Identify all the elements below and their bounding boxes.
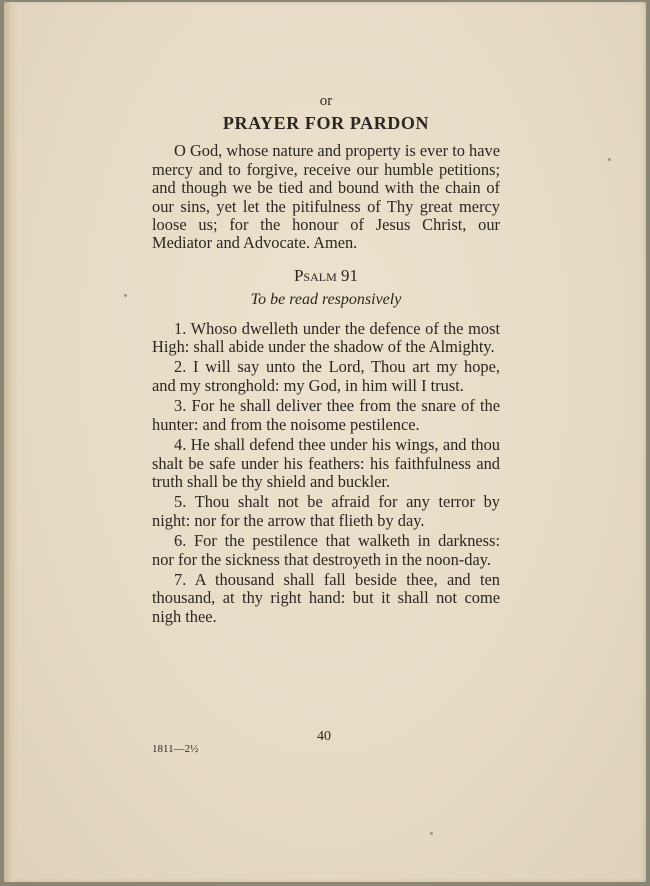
psalm-verse-5: 5. Thou shalt not be afraid for any terror by night: nor for the arrow that flieth by day. — [152, 492, 500, 530]
psalm-verse-6: 6. For the pestilence that walketh in darkness: nor for the sickness that destroyeth in the noon-day. — [152, 531, 500, 569]
page-binding-edge — [4, 2, 18, 882]
page-number: 40 — [317, 729, 331, 744]
book-page — [4, 2, 646, 882]
psalm-verse-7: 7. A thousand shall fall beside thee, and ten thousand, at thy right hand: but it shall not come nigh thee. — [152, 569, 500, 626]
psalm-instruction: To be read responsively — [250, 291, 402, 309]
print-code: 1811—2½ — [152, 743, 199, 755]
psalm-verse-2: 2. I will say unto the Lord, Thou art my hope, and my stronghold: my God, in him will I trust. — [152, 357, 500, 395]
psalm-verse-3: 3. For he shall deliver thee from the snare of the hunter: and from the noisome pestilence. — [152, 396, 500, 434]
prayer-body: O God, whose nature and property is ever to have mercy and to forgive, receive our humble petitions; and though we be tied and bound with the chain of our sins, yet let the pitifulness of Thy great mercy loose us; for the honour of Jesus Christ, our Mediator and Advocate. Amen. — [152, 141, 500, 253]
psalm-heading: Psalm 91 — [293, 265, 359, 285]
psalm-verse-4: 4. He shall defend thee under his wings, and thou shalt be safe under his feathers: his faithfulness and truth shall be thy shield and buckler. — [152, 435, 500, 491]
psalm-verse-1: 1. Whoso dwelleth under the defence of the most High: shall abide under the shadow of the Almighty. — [152, 318, 500, 357]
prayer-title: PRAYER FOR PARDON — [222, 113, 430, 134]
paper-speck — [124, 294, 127, 297]
paper-speck — [608, 158, 611, 161]
page-text — [152, 92, 500, 628]
paper-speck — [430, 832, 433, 835]
or-line: or — [319, 93, 333, 109]
